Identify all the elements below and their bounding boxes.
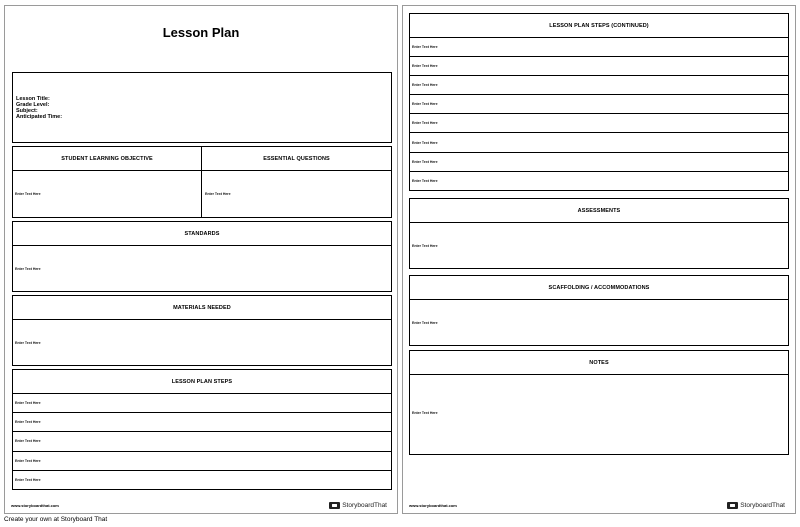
objective-questions-box <box>12 146 392 218</box>
standards-header: STANDARDS <box>13 222 391 246</box>
step-row[interactable] <box>410 57 788 76</box>
step-row[interactable] <box>410 38 788 57</box>
step-placeholder: Enter Text Here <box>412 102 438 107</box>
objective-header: STUDENT LEARNING OBJECTIVE <box>13 147 201 171</box>
storyboardthat-logo[interactable] <box>329 502 387 509</box>
step-placeholder: Enter Text Here <box>412 45 438 50</box>
lesson-info-box[interactable] <box>12 72 392 143</box>
page-title: Lesson Plan <box>162 25 240 40</box>
scaffolding-placeholder[interactable]: Enter Text Here <box>412 321 438 325</box>
step-row[interactable] <box>13 413 391 432</box>
step-placeholder: Enter Text Here <box>412 83 438 88</box>
steps-continued-header: LESSON PLAN STEPS (CONTINUED) <box>410 14 788 38</box>
scaffolding-header: SCAFFOLDING / ACCOMMODATIONS <box>410 276 788 300</box>
step-placeholder: Enter Text Here <box>15 478 41 483</box>
step-placeholder: Enter Text Here <box>412 159 438 164</box>
steps-header: LESSON PLAN STEPS <box>13 370 391 394</box>
logo-text: StoryboardThat <box>342 502 387 509</box>
materials-box <box>12 295 392 366</box>
step-placeholder: Enter Text Here <box>15 401 41 406</box>
step-row[interactable] <box>410 172 788 191</box>
assessments-placeholder[interactable]: Enter Text Here <box>412 244 438 248</box>
column-divider <box>201 147 202 217</box>
footer-url[interactable]: www.storyboardthat.com <box>409 503 457 508</box>
steps-box <box>12 369 392 490</box>
create-your-own-link[interactable]: Create your own at Storyboard That <box>4 516 108 523</box>
right-page <box>402 5 796 514</box>
step-placeholder: Enter Text Here <box>15 439 41 444</box>
storyboard-icon <box>727 502 738 509</box>
step-row[interactable] <box>13 432 391 451</box>
step-row[interactable] <box>410 133 788 152</box>
step-row[interactable] <box>13 452 391 471</box>
footer-url[interactable]: www.storyboardthat.com <box>11 503 59 508</box>
anticipated-time-label: Anticipated Time: <box>16 114 63 120</box>
step-placeholder: Enter Text Here <box>15 420 41 425</box>
assessments-header: ASSESSMENTS <box>410 199 788 223</box>
step-row[interactable] <box>13 471 391 490</box>
scaffolding-box <box>409 275 789 346</box>
lesson-title-label: Lesson Title: <box>16 96 50 102</box>
step-row[interactable] <box>410 95 788 114</box>
lesson-info-fields <box>16 96 62 120</box>
subject-label: Subject: <box>16 108 38 114</box>
step-row[interactable] <box>410 76 788 95</box>
storyboardthat-logo[interactable] <box>727 502 785 509</box>
grade-level-label: Grade Level: <box>16 102 50 108</box>
questions-placeholder[interactable]: Enter Text Here <box>205 192 231 196</box>
step-row[interactable] <box>13 394 391 413</box>
step-placeholder: Enter Text Here <box>15 458 41 463</box>
step-row[interactable] <box>410 153 788 172</box>
steps-continued-box <box>409 13 789 191</box>
materials-header: MATERIALS NEEDED <box>13 296 391 320</box>
standards-placeholder[interactable]: Enter Text Here <box>15 267 41 271</box>
step-placeholder: Enter Text Here <box>412 121 438 126</box>
objective-placeholder[interactable]: Enter Text Here <box>15 192 41 196</box>
step-placeholder: Enter Text Here <box>412 64 438 69</box>
step-row[interactable] <box>410 114 788 133</box>
materials-placeholder[interactable]: Enter Text Here <box>15 341 41 345</box>
assessments-box <box>409 198 789 269</box>
notes-placeholder[interactable]: Enter Text Here <box>412 411 438 415</box>
logo-text: StoryboardThat <box>740 502 785 509</box>
notes-header: NOTES <box>410 351 788 375</box>
questions-header: ESSENTIAL QUESTIONS <box>202 147 391 171</box>
step-placeholder: Enter Text Here <box>412 179 438 184</box>
storyboard-icon <box>329 502 340 509</box>
notes-box <box>409 350 789 455</box>
left-page <box>4 5 398 514</box>
step-placeholder: Enter Text Here <box>412 140 438 145</box>
standards-box <box>12 221 392 292</box>
